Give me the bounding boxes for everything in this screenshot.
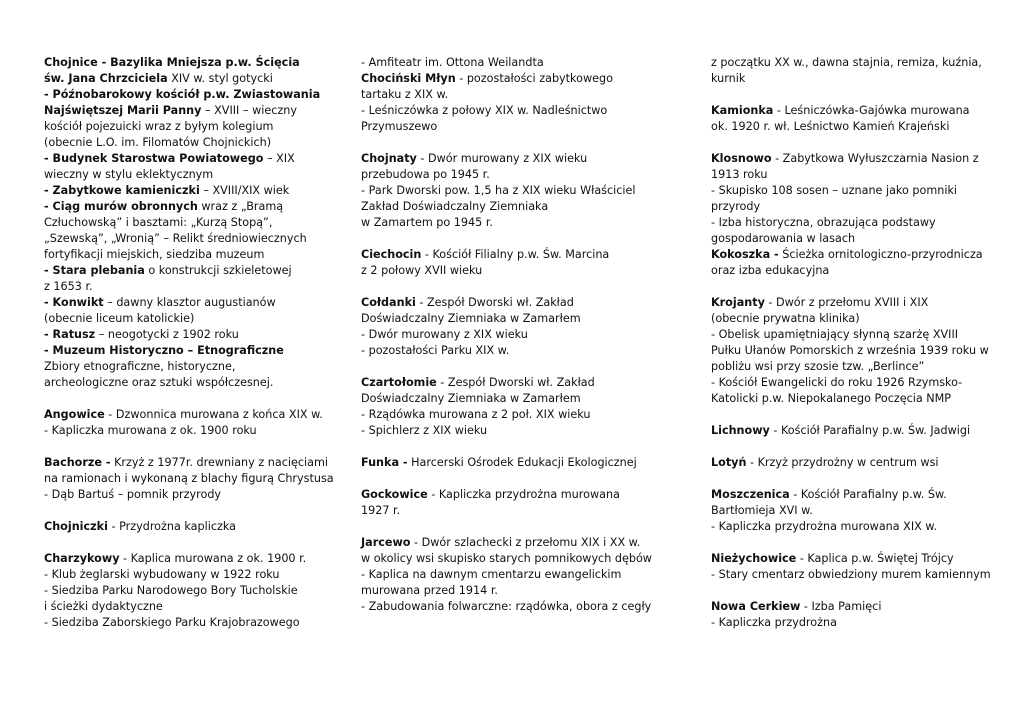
description-text: przyrody (711, 200, 761, 213)
description-text: - Dzwonnica murowana z końca XIX w. (104, 408, 323, 421)
text-line (44, 487, 344, 503)
text-line (711, 519, 1001, 535)
text-line (361, 423, 661, 439)
description-text: - Zespół Dworski wł. Zakład (415, 296, 574, 309)
text-line (711, 455, 1001, 471)
text-line (711, 311, 1001, 327)
blank-line (711, 439, 1001, 455)
text-column-1 (44, 55, 344, 631)
blank-line (361, 439, 661, 455)
text-line (361, 551, 661, 567)
text-line (44, 279, 344, 295)
blank-line (711, 583, 1001, 599)
text-line (44, 183, 344, 199)
description-text: kościół pojezuicki wraz z byłym kolegium (44, 120, 274, 133)
text-line (44, 359, 344, 375)
description-text: przebudowa po 1945 r. (361, 168, 490, 181)
description-text: - Kaplica p.w. Świętej Trójcy (796, 552, 954, 565)
blank-line (361, 135, 661, 151)
text-line (361, 503, 661, 519)
description-text: 1927 r. (361, 504, 401, 517)
description-text: Zakład Doświadczalny Ziemniaka (361, 200, 549, 213)
description-text: oraz izba edukacyjna (711, 264, 830, 277)
description-text: i ścieżki dydaktyczne (44, 600, 163, 613)
description-text: Pułku Ułanów Pomorskich z września 1939 roku w (711, 344, 989, 357)
description-text: gospodarowania w lasach (711, 232, 856, 245)
blank-line (711, 279, 1001, 295)
description-text: - Skupisko 108 sosen – uznane jako pomniki (711, 184, 958, 197)
place-name: Bachorze - (44, 456, 111, 469)
description-text: - Dwór murowany z XIX wieku (416, 152, 588, 165)
text-line (711, 215, 1001, 231)
place-name: Jarcewo (361, 536, 411, 549)
description-text: - Kościół Parafialny p.w. Św. (789, 488, 947, 501)
place-name: Nieżychowice (711, 552, 797, 565)
place-name: Czartołomie (361, 376, 437, 389)
place-name: Charzykowy (44, 552, 120, 565)
place-name: Chojnice - Bazylika Mniejsza p.w. Ścięcia (44, 56, 300, 69)
text-line (361, 487, 661, 503)
text-line (711, 151, 1001, 167)
description-text: - Leśniczówka z połowy XIX w. Nadleśnictwo (361, 104, 608, 117)
description-text: - Kościół Ewangelicki do roku 1926 Rzymsko- (711, 376, 963, 389)
place-name: - Budynek Starostwa Powiatowego (44, 152, 264, 165)
place-name: - Konwikt (44, 296, 104, 309)
text-line (44, 231, 344, 247)
description-text: - Kapliczka przydrożna murowana (427, 488, 620, 501)
text-line (711, 567, 1001, 583)
place-name: Cołdanki (361, 296, 416, 309)
description-text: - Kościół Filialny p.w. Św. Marcina (421, 248, 610, 261)
description-text: Krzyż z 1977r. drewniany z nacięciami (110, 456, 328, 469)
text-line (361, 119, 661, 135)
description-text: - Spichlerz z XIX wieku (361, 424, 488, 437)
description-text: - Przydrożna kapliczka (107, 520, 237, 533)
description-text: - Dwór szlachecki z przełomu XIX i XX w. (410, 536, 641, 549)
text-column-2 (361, 55, 661, 615)
blank-line (44, 535, 344, 551)
text-line (44, 295, 344, 311)
description-text: ok. 1920 r. wł. Leśnictwo Kamień Krajeński (711, 120, 950, 133)
place-name: - Zabytkowe kamieniczki (44, 184, 200, 197)
description-text: Bartłomieja XVI w. (711, 504, 813, 517)
description-text: Człuchowską” i basztami: „Kurzą Stopą”, (44, 216, 273, 229)
description-text: - Izba Pamięci (800, 600, 882, 613)
text-line (711, 391, 1001, 407)
place-name: Ciechocin (361, 248, 422, 261)
place-name: Nowa Cerkiew (711, 600, 801, 613)
place-name: Funka - (361, 456, 408, 469)
place-name: Krojanty (711, 296, 765, 309)
description-text: - pozostałości zabytkowego (455, 72, 613, 85)
place-name: - Późnobarokowy kościół p.w. Zwiastowania (44, 88, 321, 101)
description-text: Zbiory etnograficzne, historyczne, (44, 360, 236, 373)
description-text: Ścieżka ornitologiczno-przyrodnicza (778, 248, 983, 261)
text-line (44, 71, 344, 87)
text-line (361, 183, 661, 199)
description-text: – XVIII – wieczny (201, 104, 297, 117)
description-text: z początku XX w., dawna stajnia, remiza, kuźnia, (711, 56, 982, 69)
text-line (711, 327, 1001, 343)
text-line (711, 247, 1001, 263)
blank-line (711, 135, 1001, 151)
description-text: wieczny w stylu eklektycznym (44, 168, 214, 181)
description-text: na ramionach i wykonaną z blachy figurą Chrystusa (44, 472, 334, 485)
text-line (711, 503, 1001, 519)
description-text: fortyfikacji miejskich, siedziba muzeum (44, 248, 265, 261)
place-name: Kamionka (711, 104, 774, 117)
description-text: wraz z „Bramą (197, 200, 284, 213)
place-name: - Ratusz (44, 328, 96, 341)
text-line (711, 71, 1001, 87)
text-line (361, 215, 661, 231)
text-line (361, 167, 661, 183)
text-line (44, 343, 344, 359)
blank-line (361, 231, 661, 247)
text-line (711, 423, 1001, 439)
description-text: - Obelisk upamiętniający słynną szarżę XVIII (711, 328, 959, 341)
text-line (44, 55, 344, 71)
description-text: - Zabudowania folwarczne: rządówka, obora z cegły (361, 600, 652, 613)
place-name: Chojnaty (361, 152, 417, 165)
place-name: św. Jana Chrzciciela (44, 72, 168, 85)
description-text: - Zabytkowa Wyłuszczarnia Nasion z (771, 152, 979, 165)
text-line (361, 343, 661, 359)
text-line (44, 423, 344, 439)
text-line (361, 391, 661, 407)
description-text: o konstrukcji szkieletowej (144, 264, 292, 277)
description-text: w okolicy wsi skupisko starych pomnikowych dębów (361, 552, 652, 565)
blank-line (361, 471, 661, 487)
text-line (711, 119, 1001, 135)
text-line (361, 263, 661, 279)
description-text: - Dąb Bartuś – pomnik przyrody (44, 488, 222, 501)
text-line (44, 519, 344, 535)
description-text: – neogotycki z 1902 roku (95, 328, 239, 341)
text-line (711, 375, 1001, 391)
text-line (711, 231, 1001, 247)
text-line (44, 135, 344, 151)
description-text: (obecnie prywatna klinika) (711, 312, 860, 325)
text-line (711, 199, 1001, 215)
text-line (44, 567, 344, 583)
text-line (44, 119, 344, 135)
text-line (44, 215, 344, 231)
description-text: „Szewską”, „Wronią” – Relikt średniowiecznych (44, 232, 307, 245)
description-text: – XIX (263, 152, 295, 165)
description-text: murowana przed 1914 r. (361, 584, 498, 597)
text-line (361, 295, 661, 311)
place-name: Najświętszej Marii Panny (44, 104, 202, 117)
text-line (361, 71, 661, 87)
text-line (711, 599, 1001, 615)
text-line (711, 343, 1001, 359)
description-text: Przymuszewo (361, 120, 438, 133)
blank-line (711, 87, 1001, 103)
text-line (711, 55, 1001, 71)
text-line (711, 295, 1001, 311)
text-line (44, 375, 344, 391)
description-text: - Amfiteatr im. Ottona Weilandta (361, 56, 544, 69)
blank-line (711, 535, 1001, 551)
text-line (711, 263, 1001, 279)
text-line (361, 247, 661, 263)
text-line (361, 103, 661, 119)
description-text: Doświadczalny Ziemniaka w Zamarłem (361, 312, 581, 325)
description-text: - Izba historyczna, obrazująca podstawy (711, 216, 936, 229)
text-line (44, 167, 344, 183)
description-text: - Kaplica murowana z ok. 1900 r. (119, 552, 307, 565)
place-name: - Stara plebania (44, 264, 145, 277)
blank-line (44, 503, 344, 519)
text-line (361, 535, 661, 551)
place-name: Kokoszka - (711, 248, 779, 261)
place-name: Chojniczki (44, 520, 108, 533)
text-line (44, 583, 344, 599)
description-text: - Dwór murowany z XIX wieku (361, 328, 528, 341)
description-text: - Krzyż przydrożny w centrum wsi (746, 456, 939, 469)
text-line (44, 87, 344, 103)
text-line (44, 327, 344, 343)
description-text: (obecnie L.O. im. Filomatów Chojnickich) (44, 136, 272, 149)
text-line (361, 327, 661, 343)
description-text: - Kapliczka przydrożna murowana XIX w. (711, 520, 938, 533)
place-name: Lichnowy (711, 424, 770, 437)
description-text: - Siedziba Parku Narodowego Bory Tucholskie (44, 584, 298, 597)
text-line (361, 375, 661, 391)
place-name: Chociński Młyn (361, 72, 456, 85)
text-line (44, 247, 344, 263)
text-line (361, 55, 661, 71)
text-line (711, 103, 1001, 119)
text-line (711, 487, 1001, 503)
text-line (44, 199, 344, 215)
text-line (711, 551, 1001, 567)
description-text: – XVIII/XIX wiek (199, 184, 290, 197)
description-text: archeologiczne oraz sztuki współczesnej. (44, 376, 274, 389)
text-line (44, 599, 344, 615)
text-line (361, 407, 661, 423)
blank-line (361, 279, 661, 295)
text-column-3 (711, 55, 1001, 631)
text-line (44, 455, 344, 471)
text-line (44, 151, 344, 167)
description-text: - Park Dworski pow. 1,5 ha z XIX wieku Właściciel (361, 184, 636, 197)
text-line (44, 551, 344, 567)
description-text: - Kapliczka murowana z ok. 1900 roku (44, 424, 257, 437)
text-line (711, 167, 1001, 183)
description-text: - Zespół Dworski wł. Zakład (436, 376, 595, 389)
description-text: z 2 połowy XVII wieku (361, 264, 483, 277)
description-text: – dawny klasztor augustianów (103, 296, 276, 309)
description-text: kurnik (711, 72, 746, 85)
text-line (361, 151, 661, 167)
description-text: XIV w. styl gotycki (167, 72, 273, 85)
text-line (361, 87, 661, 103)
text-line (361, 311, 661, 327)
description-text: - Siedziba Zaborskiego Parku Krajobrazowego (44, 616, 300, 629)
text-line (44, 471, 344, 487)
description-text: (obecnie liceum katolickie) (44, 312, 195, 325)
text-line (711, 359, 1001, 375)
blank-line (361, 359, 661, 375)
description-text: w Zamartem po 1945 r. (361, 216, 493, 229)
text-line (44, 311, 344, 327)
description-text: - Dwór z przełomu XVIII i XIX (764, 296, 929, 309)
blank-line (711, 471, 1001, 487)
text-line (44, 263, 344, 279)
blank-line (711, 407, 1001, 423)
description-text: 1913 roku (711, 168, 768, 181)
place-name: Moszczenica (711, 488, 790, 501)
text-line (711, 615, 1001, 631)
place-name: Angowice (44, 408, 105, 421)
blank-line (44, 439, 344, 455)
description-text: - Kościół Parafialny p.w. Św. Jadwigi (769, 424, 971, 437)
text-line (44, 103, 344, 119)
text-line (44, 407, 344, 423)
description-text: tartaku z XIX w. (361, 88, 449, 101)
description-text: - Kaplica na dawnym cmentarzu ewangelickim (361, 568, 622, 581)
text-line (711, 183, 1001, 199)
text-line (44, 615, 344, 631)
description-text: Harcerski Ośrodek Edukacji Ekologicznej (407, 456, 637, 469)
description-text: - Rządówka murowana z 2 poł. XIX wieku (361, 408, 591, 421)
text-line (361, 567, 661, 583)
place-name: - Ciąg murów obronnych (44, 200, 198, 213)
description-text: Doświadczalny Ziemniaka w Zamarłem (361, 392, 581, 405)
description-text: - Kapliczka przydrożna (711, 616, 837, 629)
text-line (361, 583, 661, 599)
description-text: - pozostałości Parku XIX w. (361, 344, 510, 357)
description-text: - Klub żeglarski wybudowany w 1922 roku (44, 568, 280, 581)
description-text: - Leśniczówka-Gajówka murowana (773, 104, 970, 117)
blank-line (44, 391, 344, 407)
place-name: Lotyń (711, 456, 747, 469)
blank-line (361, 519, 661, 535)
text-line (361, 199, 661, 215)
place-name: - Muzeum Historyczno – Etnograficzne (44, 344, 284, 357)
description-text: Katolicki p.w. Niepokalanego Poczęcia NMP (711, 392, 952, 405)
description-text: pobliżu wsi przy szosie tzw. „Berlince” (711, 360, 925, 373)
text-line (361, 599, 661, 615)
place-name: Gockowice (361, 488, 428, 501)
description-text: z 1653 r. (44, 280, 93, 293)
description-text: - Stary cmentarz obwiedziony murem kamiennym (711, 568, 991, 581)
place-name: Klosnowo (711, 152, 772, 165)
text-line (361, 455, 661, 471)
